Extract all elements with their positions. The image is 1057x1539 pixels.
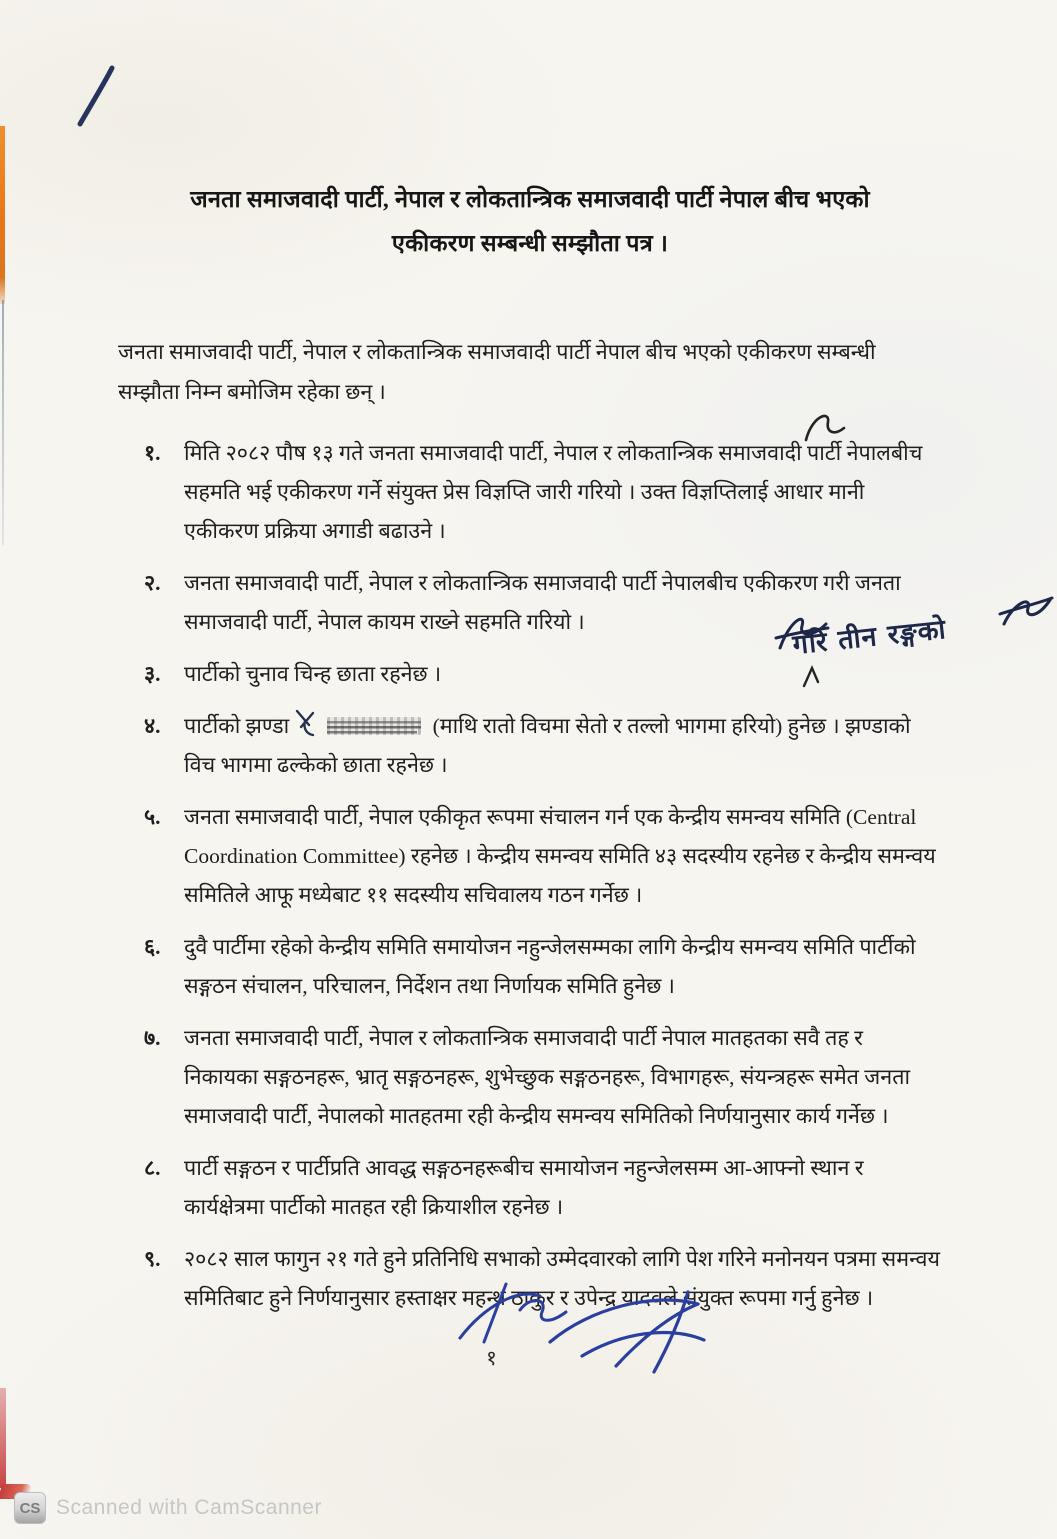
clause-6 [118, 928, 942, 1006]
clause-4 [118, 707, 942, 785]
clause-number: ७. [144, 1026, 161, 1050]
handwritten-flag-note: गरि तीन रङ्गको [791, 614, 948, 661]
clause-number: ३. [144, 662, 161, 686]
clause-7 [118, 1019, 942, 1136]
clause-text: जनता समाजवादी पार्टी, नेपाल एकीकृत रूपमा संचालन गर्न एक केन्द्रीय समन्वय समिति (Central Coordination Committee) रहनेछ । केन्द्रीय समन्वय समिति ४३ सदस्यीय रहनेछ र केन्द्रीय समन्वय समितिले आफू मध्येबाट ११ सदस्यीय सचिवालय गठन गर्नेछ । [184, 805, 936, 907]
clause-3 [118, 655, 942, 694]
clause-number: २. [144, 571, 161, 595]
clause-9 [118, 1240, 942, 1318]
clause-text: पार्टीको चुनाव चिन्ह छाता रहनेछ । [184, 662, 442, 686]
clause-8 [118, 1149, 942, 1227]
clause-number: ९. [144, 1247, 161, 1271]
clause-2 [118, 564, 942, 642]
insertion-caret-icon [293, 707, 319, 737]
clause-text: २०८२ साल फागुन २१ गते हुने प्रतिनिधि सभाको उम्मेदवारको लागि पेश गरिने मनोनयन पत्रमा समन्वय समितिबाट हुने निर्णयानुसार हस्ताक्षर महन्थ ठाकुर र उपेन्द्र यादवले संयुक्त रूपमा गर्नु हुनेछ । [184, 1247, 940, 1310]
annotation-trailing-flourish [998, 588, 1056, 634]
bottom-left-red-strip [0, 1388, 6, 1488]
intro-paragraph: जनता समाजवादी पार्टी, नेपाल र लोकतान्त्रिक समाजवादी पार्टी नेपाल बीच भएको एकीकरण सम्बन्धी सम्झौता निम्न बमोजिम रहेका छन् । [118, 340, 876, 404]
clause-number: ६. [144, 935, 161, 959]
camscanner-icon: CS [14, 1492, 46, 1524]
clause-5 [118, 798, 942, 915]
struck-out-word [327, 717, 421, 735]
clause-number: ८. [144, 1156, 161, 1180]
clause-list [118, 434, 942, 1318]
title-line-2: एकीकरण सम्बन्धी सम्झौता पत्र । [391, 231, 669, 257]
clause-1 [118, 434, 942, 551]
clause-text [184, 707, 942, 785]
document-title [118, 178, 942, 266]
camscanner-watermark [14, 1492, 322, 1524]
clause-text: जनता समाजवादी पार्टी, नेपाल र लोकतान्त्रिक समाजवादी पार्टी नेपाल मातहतका सवै तह र निकायका सङ्गठनहरू, भ्रातृ सङ्गठनहरू, शुभेच्छुक सङ्गठनहरू, विभागहरू, संयन्त्रहरू समेत जनता समाजवादी पार्टी, नेपालको मातहतमा रही केन्द्रीय समन्वय समितिको निर्णयानुसार कार्य गर्नेछ । [184, 1026, 911, 1128]
clause-number: १. [144, 441, 161, 465]
page-number: १ [486, 1346, 497, 1370]
left-edge-orange-strip [0, 126, 5, 304]
clause-text: मिति २०८२ पौष १३ गते जनता समाजवादी पार्टी, नेपाल र लोकतान्त्रिक समाजवादी पार्टी नेपालबीच सहमति भई एकीकरण गर्ने संयुक्त प्रेस विज्ञप्ति जारी गरियो । उक्त विज्ञप्तिलाई आधार मानी एकीकरण प्रक्रिया अगाडी बढाउने । [184, 441, 923, 543]
left-edge-blue-line [2, 300, 4, 545]
title-line-1: जनता समाजवादी पार्टी, नेपाल र लोकतान्त्रिक समाजवादी पार्टी नेपाल बीच भएको [190, 187, 870, 213]
clause-text-before-correction: पार्टीको झण्डा [184, 714, 290, 738]
clause-text-after-correction: (माथि रातो विचमा सेतो र तल्लो भागमा हरियो) हुनेछ । झण्डाको विच भागमा ढल्केको छाता रहनेछ । [184, 714, 911, 777]
clause-number: ५. [144, 805, 161, 829]
document-body [118, 178, 942, 1331]
clause-text: दुवै पार्टीमा रहेको केन्द्रीय समिति समायोजन नहुन्जेलसम्मका लागि केन्द्रीय समन्वय समिति पार्टीको सङ्गठन संचालन, परिचालन, निर्देशन तथा निर्णायक समिति हुनेछ । [184, 935, 916, 998]
pen-slash-mark [70, 62, 120, 132]
clause-text: पार्टी सङ्गठन र पार्टीप्रति आवद्ध सङ्गठनहरूबीच समायोजन नहुन्जेलसम्म आ-आफ्नो स्थान र कार्यक्षेत्रमा पार्टीको मातहत रही क्रियाशील रहनेछ । [184, 1156, 864, 1219]
watermark-text: Scanned with CamScanner [56, 1496, 322, 1519]
clause-text: जनता समाजवादी पार्टी, नेपाल र लोकतान्त्रिक समाजवादी पार्टी नेपालबीच एकीकरण गरी जनता समाजवादी पार्टी, नेपाल कायम राख्ने सहमति गरियो । [184, 571, 901, 634]
clause-number: ४. [144, 714, 161, 738]
